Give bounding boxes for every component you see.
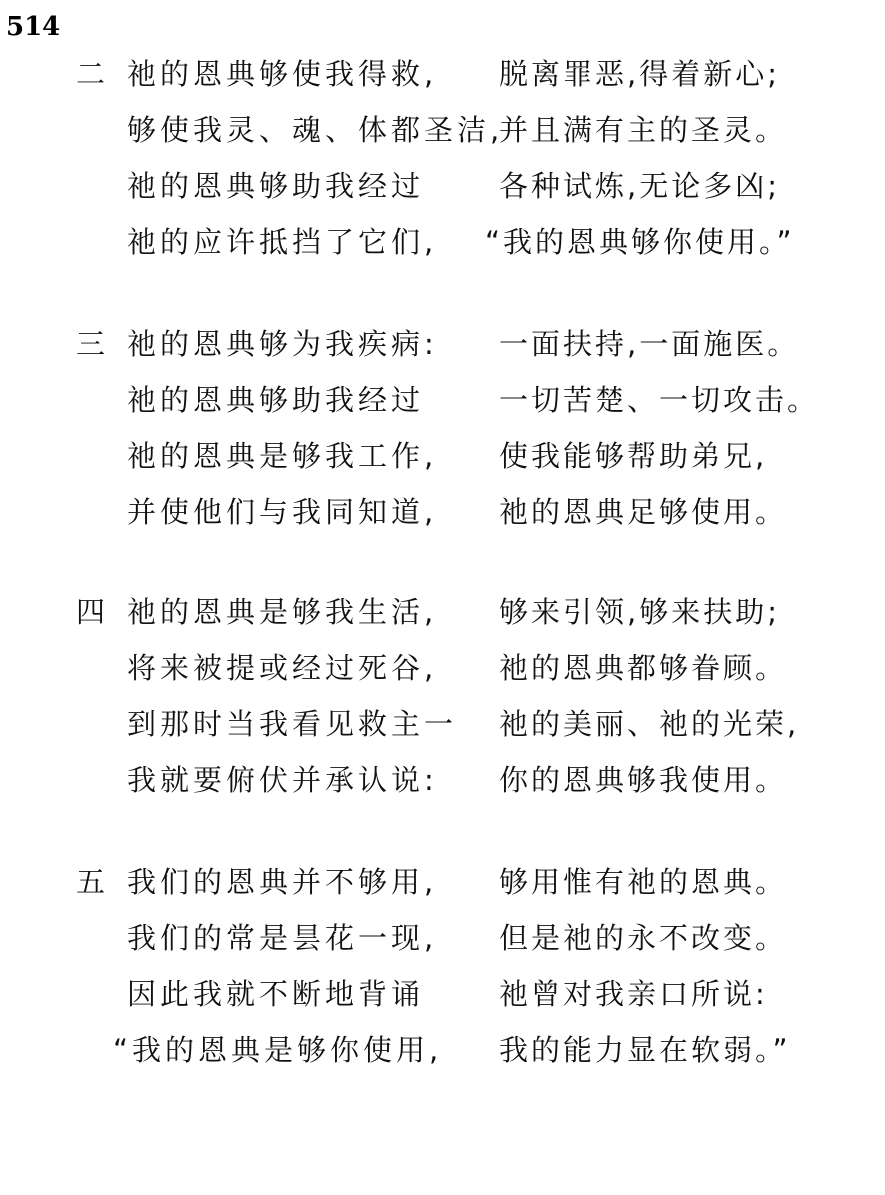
- verse-line-first-half: 祂的恩典够助我经过: [127, 383, 425, 417]
- verse-line-second-half: 各种试炼,无论多凶;: [499, 169, 780, 203]
- verse-line-first-half: 因此我就不断地背诵: [127, 977, 425, 1011]
- stanza-number: 五: [76, 865, 106, 899]
- verse-line-first-half: 够使我灵、魂、体都圣洁,: [127, 113, 504, 147]
- verse-line-second-half: 够用惟有祂的恩典。: [499, 865, 788, 899]
- verse-line: [0, 432, 885, 488]
- verse-line-second-half: 祂的恩典都够眷顾。: [499, 651, 788, 685]
- stanza-5: [0, 858, 885, 1082]
- verse-line: [0, 106, 885, 162]
- verse-line-second-half: 祂曾对我亲口所说:: [499, 977, 768, 1011]
- verse-line-second-half: 并且满有主的圣灵。: [499, 113, 788, 147]
- verse-line: [0, 858, 885, 914]
- verse-line-second-half: 脱离罪恶,得着新心;: [499, 57, 780, 91]
- stanza-3: [0, 320, 885, 544]
- page-number: 514: [6, 12, 61, 42]
- verse-line-first-half: 祂的恩典够使我得救,: [127, 57, 438, 91]
- verse-line: [0, 588, 885, 644]
- verse-line-first-half: 我们的恩典并不够用,: [127, 865, 438, 899]
- verse-line: [0, 644, 885, 700]
- verse-line-first-half: 我们的常是昙花一现,: [127, 921, 438, 955]
- verse-line-second-half: “我的恩典够你使用。”: [485, 225, 795, 259]
- verse-line: [0, 700, 885, 756]
- verse-line: [0, 50, 885, 106]
- verse-line-second-half: 使我能够帮助弟兄,: [499, 439, 768, 473]
- stanza-number: 四: [76, 595, 106, 629]
- verse-line: [0, 320, 885, 376]
- verse-line-second-half: 你的恩典够我使用。: [499, 763, 788, 797]
- verse-line: [0, 488, 885, 544]
- verse-line: [0, 376, 885, 432]
- verse-line: [0, 162, 885, 218]
- verse-line-second-half: 一面扶持,一面施医。: [499, 327, 800, 361]
- verse-line-first-half: 我就要俯伏并承认说:: [127, 763, 438, 797]
- stanza-number: 二: [76, 57, 106, 91]
- verse-line: [0, 218, 885, 274]
- stanza-2: [0, 50, 885, 274]
- verse-line-second-half: 但是祂的永不改变。: [499, 921, 788, 955]
- verse-line-second-half: 祂的恩典足够使用。: [499, 495, 788, 529]
- verse-line-first-half: 将来被提或经过死谷,: [127, 651, 438, 685]
- verse-line: [0, 1026, 885, 1082]
- verse-line-first-half: “我的恩典是够你使用,: [113, 1033, 443, 1067]
- stanza-number: 三: [76, 327, 106, 361]
- stanza-4: [0, 588, 885, 812]
- verse-line-first-half: 到那时当我看见救主一: [127, 707, 458, 741]
- verse-line-first-half: 祂的应许抵挡了它们,: [127, 225, 438, 259]
- verse-line-second-half: 一切苦楚、一切攻击。: [499, 383, 820, 417]
- verse-line: [0, 970, 885, 1026]
- verse-line: [0, 914, 885, 970]
- verse-line-second-half: 我的能力显在软弱。”: [499, 1033, 791, 1067]
- verse-line-first-half: 并使他们与我同知道,: [127, 495, 438, 529]
- verse-line-first-half: 祂的恩典是够我工作,: [127, 439, 438, 473]
- verse-line-first-half: 祂的恩典够为我疾病:: [127, 327, 438, 361]
- verse-line-second-half: 祂的美丽、祂的光荣,: [499, 707, 800, 741]
- verse-line: [0, 756, 885, 812]
- verse-line-second-half: 够来引领,够来扶助;: [499, 595, 780, 629]
- verse-line-first-half: 祂的恩典是够我生活,: [127, 595, 438, 629]
- verse-line-first-half: 祂的恩典够助我经过: [127, 169, 425, 203]
